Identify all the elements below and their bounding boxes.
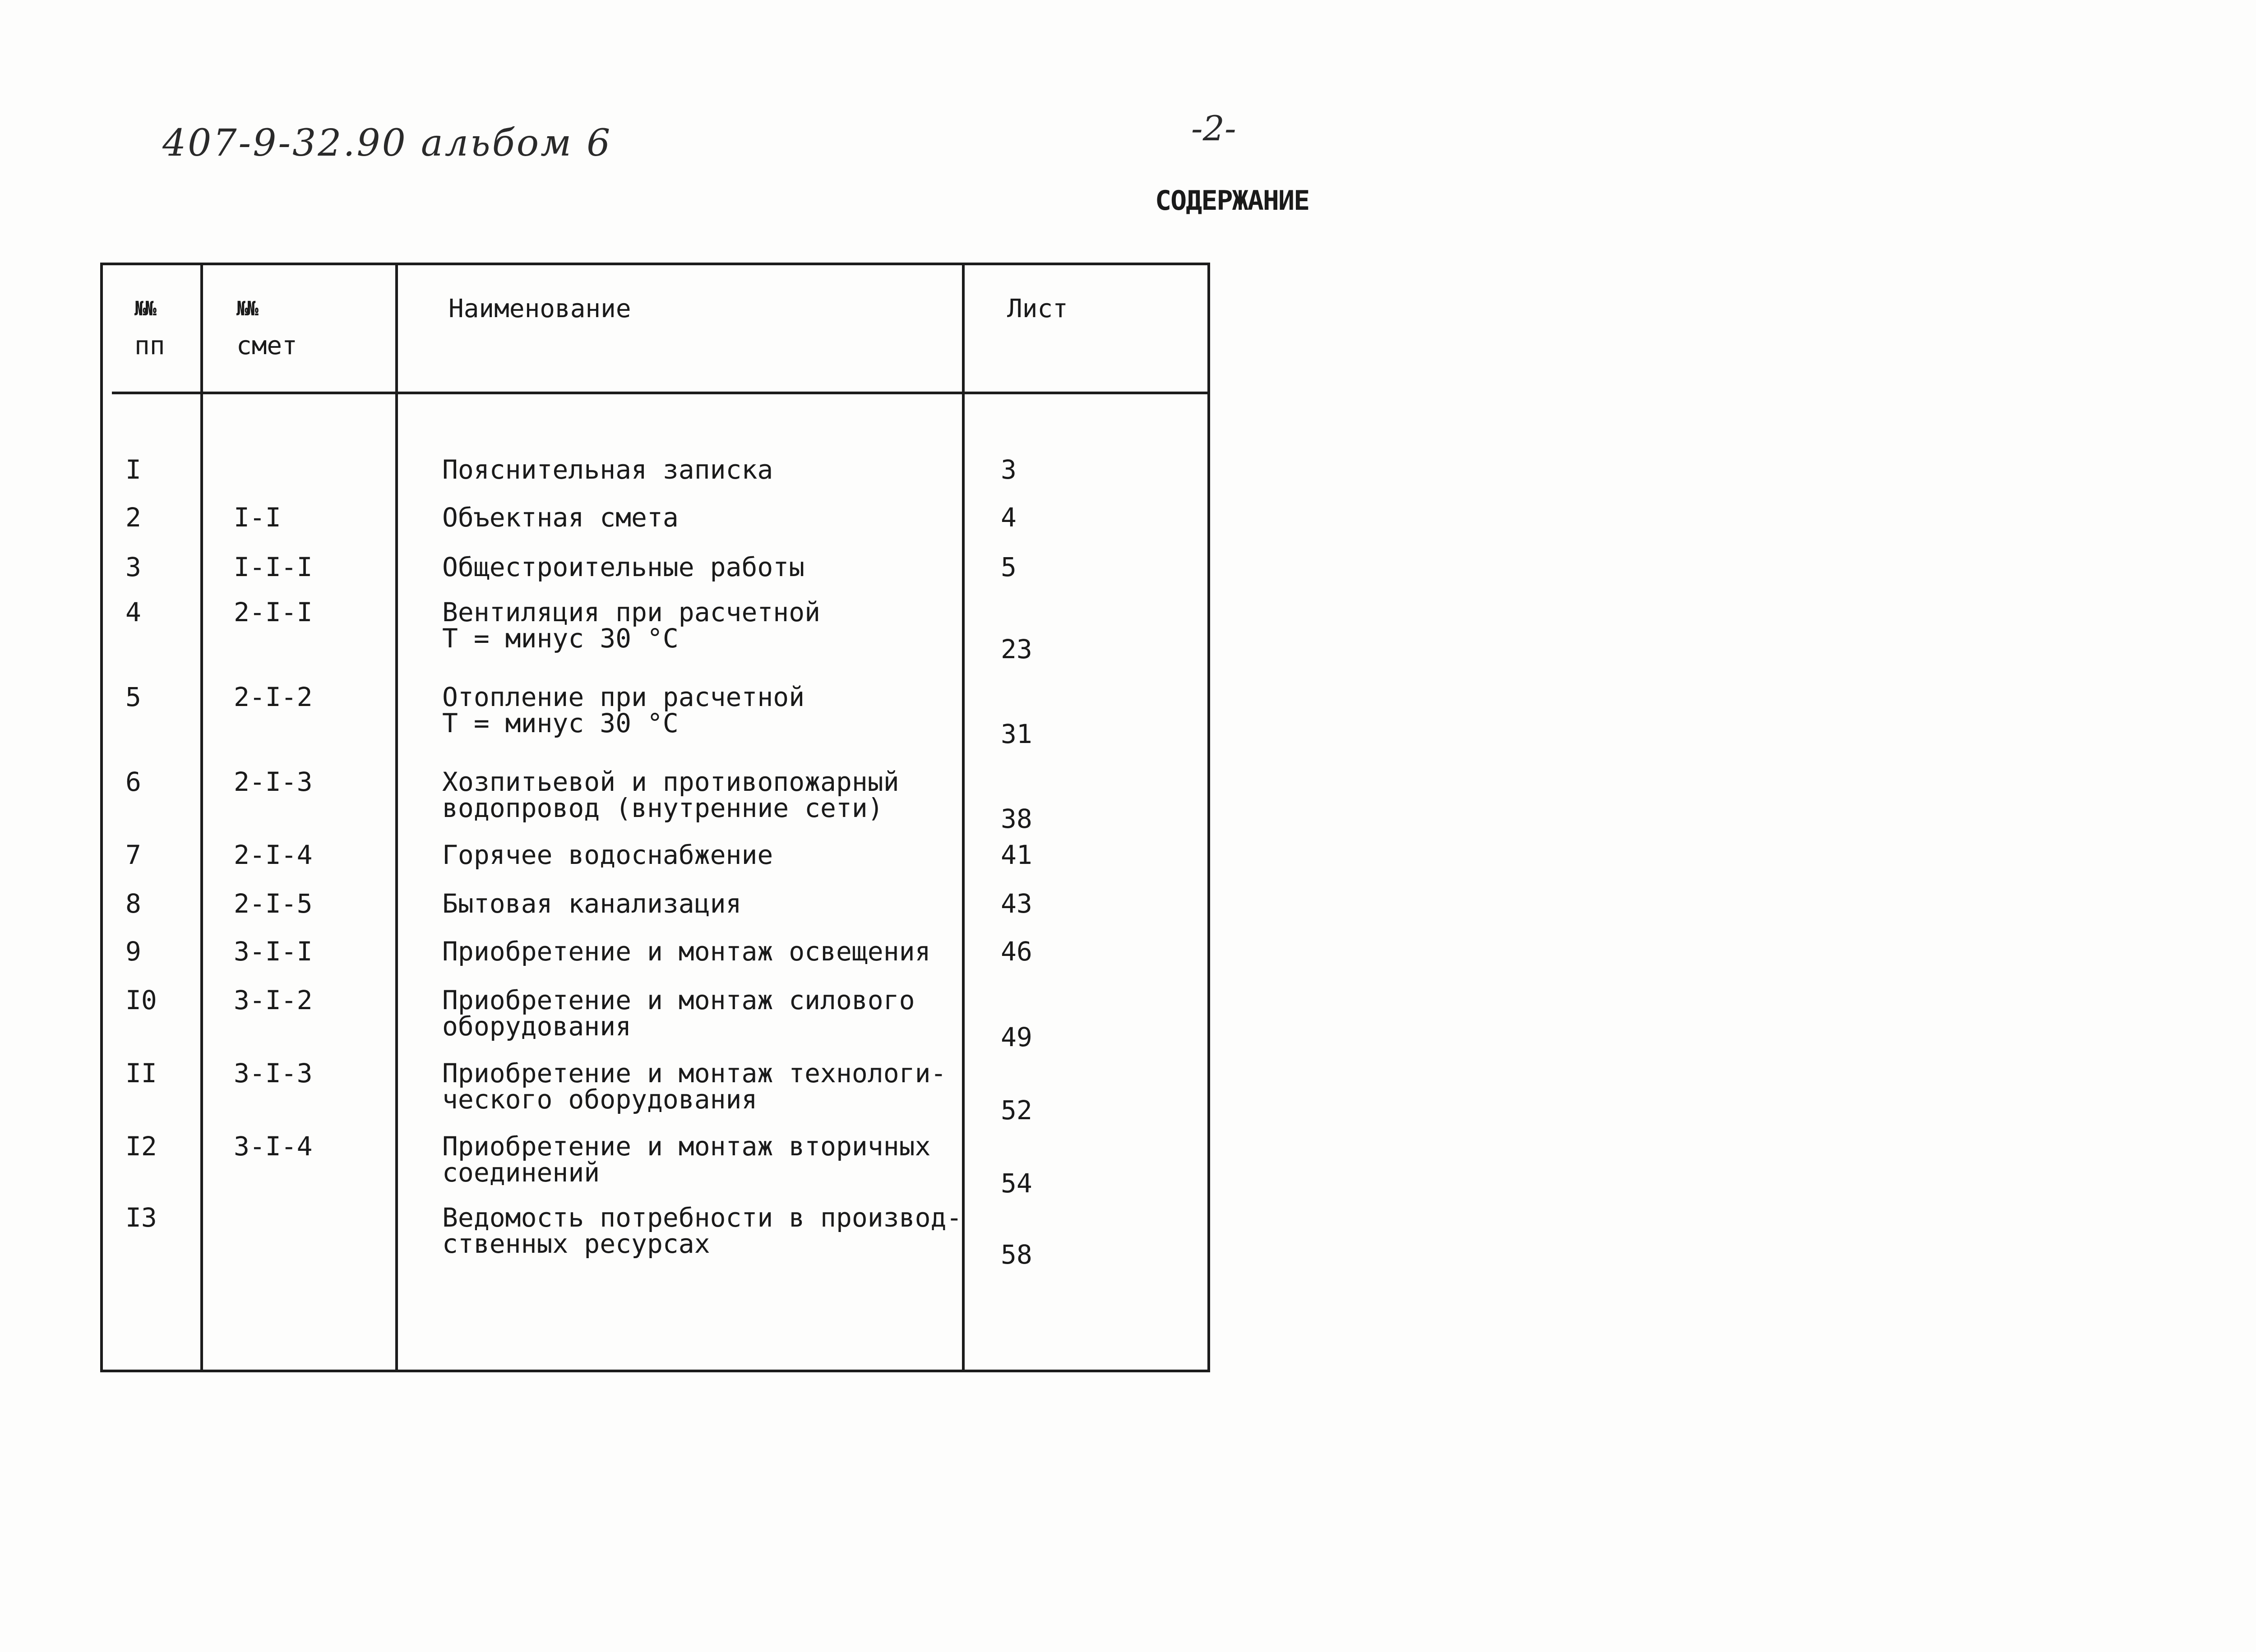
row-number: 9 xyxy=(125,936,141,967)
row-number: 8 xyxy=(125,888,141,919)
column-divider xyxy=(200,265,203,1370)
row-name xyxy=(442,504,952,531)
row-name xyxy=(442,684,952,736)
row-estimate: 2-I-I xyxy=(234,597,313,628)
page-number: -2- xyxy=(1191,108,1236,148)
row-sheet: 46 xyxy=(1001,936,1032,967)
row-number: 2 xyxy=(125,502,141,533)
row-name-line: Бытовая канализация xyxy=(442,888,742,919)
row-name xyxy=(442,842,952,868)
row-name-line: ственных ресурсах xyxy=(442,1228,710,1259)
row-name-line: Т = минус 30 °С xyxy=(442,708,679,738)
row-estimate: 3-I-4 xyxy=(234,1131,313,1162)
row-name xyxy=(442,1202,962,1259)
row-sheet: 4 xyxy=(1001,502,1017,533)
row-number: 4 xyxy=(125,597,141,628)
row-number: 5 xyxy=(125,682,141,712)
row-estimate: 2-I-4 xyxy=(234,840,313,870)
row-name xyxy=(442,554,952,580)
row-name-line: Ведомость потребности в производ- xyxy=(442,1202,962,1233)
row-sheet: 49 xyxy=(1001,1022,1032,1052)
row-name xyxy=(442,985,952,1042)
row-sheet: 43 xyxy=(1001,888,1032,919)
row-estimate: 3-I-2 xyxy=(234,985,313,1015)
row-name-line: ческого оборудования xyxy=(442,1084,758,1115)
row-name xyxy=(442,454,952,485)
row-sheet: 23 xyxy=(1001,634,1032,664)
row-estimate: 2-I-3 xyxy=(234,766,313,797)
row-sheet: 54 xyxy=(1001,1168,1032,1199)
row-number: 3 xyxy=(125,552,141,582)
row-name-line: Объектная смета xyxy=(442,502,679,533)
header-sheet: Лист xyxy=(1007,294,1068,323)
row-estimate: I-I xyxy=(234,502,281,533)
header-num-line1: №№ xyxy=(134,297,155,320)
row-name-line: Горячее водоснабжение xyxy=(442,840,773,870)
row-name xyxy=(442,766,952,823)
row-name xyxy=(442,1058,952,1115)
row-name-line: оборудования xyxy=(442,1011,632,1042)
row-name-line: Приобретение и монтаж вторичных xyxy=(442,1131,931,1162)
row-name-line: соединений xyxy=(442,1157,600,1188)
header-num-line2: пп xyxy=(134,331,165,360)
row-name-line: Вентиляция при расчетной xyxy=(442,597,821,628)
contents-table xyxy=(100,263,1210,1372)
row-number: II xyxy=(125,1058,157,1089)
row-number: I0 xyxy=(125,985,157,1015)
header-name: Наименование xyxy=(448,294,631,323)
row-name-line: Пояснительная записка xyxy=(442,454,773,485)
row-sheet: 5 xyxy=(1001,552,1017,582)
row-name xyxy=(442,1133,952,1186)
row-name xyxy=(442,597,952,654)
header-estimate-number xyxy=(236,291,390,365)
row-sheet: 41 xyxy=(1001,840,1032,870)
page-title: СОДЕРЖАНИЕ xyxy=(1155,185,1309,217)
row-sheet: 31 xyxy=(1001,719,1032,749)
row-number: 7 xyxy=(125,840,141,870)
row-estimate: 3-I-3 xyxy=(234,1058,313,1089)
row-name-line: Хозпитьевой и противопожарный xyxy=(442,766,899,797)
row-number: I2 xyxy=(125,1131,157,1162)
row-name-line: Т = минус 30 °С xyxy=(442,623,679,654)
header-divider xyxy=(112,392,1207,394)
row-sheet: 38 xyxy=(1001,803,1032,834)
row-number: I3 xyxy=(125,1202,157,1233)
row-sheet: 3 xyxy=(1001,454,1017,485)
row-number: 6 xyxy=(125,766,141,797)
header-est-line1: №№ xyxy=(236,297,257,320)
row-sheet: 58 xyxy=(1001,1239,1032,1270)
row-estimate: 2-I-2 xyxy=(234,682,313,712)
row-name xyxy=(442,888,952,919)
row-name xyxy=(442,936,952,967)
row-name-line: Приобретение и монтаж силового xyxy=(442,985,915,1015)
row-name-line: Приобретение и монтаж освещения xyxy=(442,936,931,967)
row-number: I xyxy=(125,454,141,485)
header-est-line2: смет xyxy=(236,331,297,360)
header-item-number xyxy=(134,291,198,365)
row-estimate: 2-I-5 xyxy=(234,888,313,919)
row-name-line: Общестроительные работы xyxy=(442,552,805,582)
album-code: 407-9-32.90 альбом 6 xyxy=(162,122,612,165)
row-estimate: 3-I-I xyxy=(234,936,313,967)
row-name-line: водопровод (внутренние сети) xyxy=(442,793,883,823)
row-sheet: 52 xyxy=(1001,1095,1032,1126)
row-estimate: I-I-I xyxy=(234,552,313,582)
row-name-line: Приобретение и монтаж технологи- xyxy=(442,1058,947,1089)
column-divider xyxy=(962,265,965,1370)
row-name-line: Отопление при расчетной xyxy=(442,682,805,712)
column-divider xyxy=(395,265,398,1370)
